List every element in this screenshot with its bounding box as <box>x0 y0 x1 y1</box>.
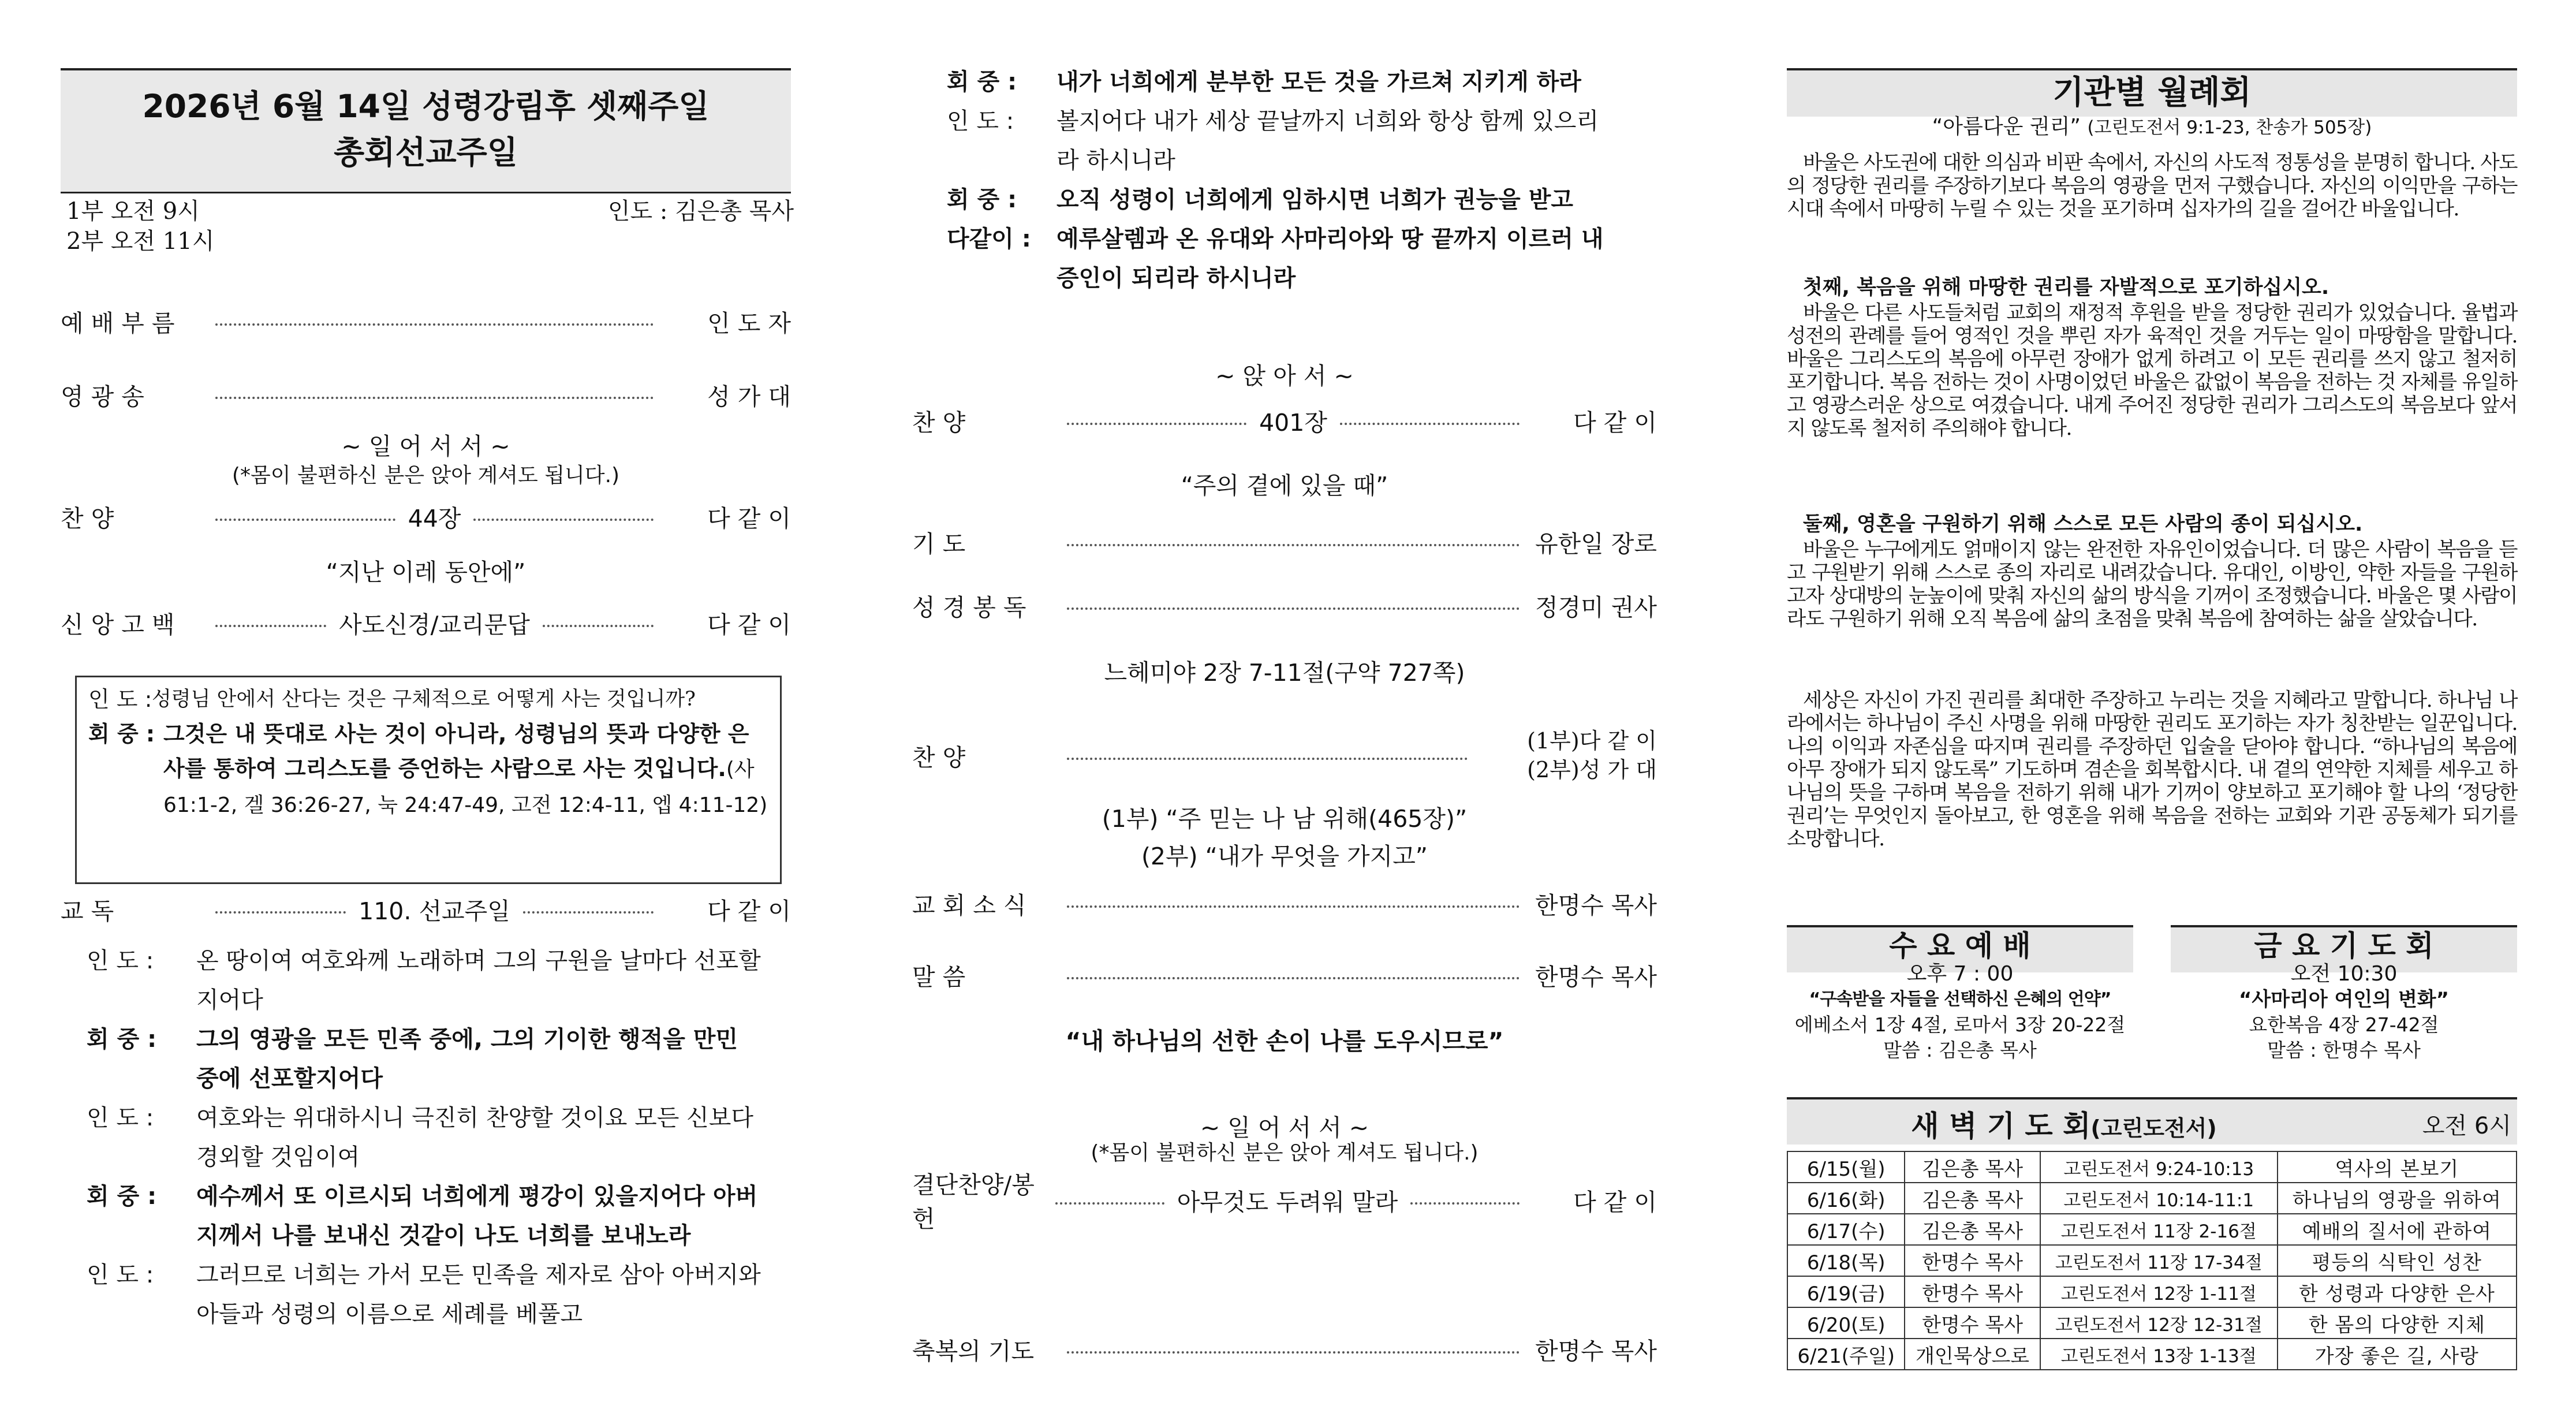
order-label: 성 경 봉 독 <box>912 593 1026 621</box>
order-item <box>912 1171 1657 1233</box>
sit-instruction: ~ 앉 아 서 ~ <box>1215 362 1354 390</box>
dotted-leader <box>1067 544 1520 546</box>
order-detail: 아무것도 두려워 말라 <box>1177 1188 1398 1216</box>
order-label: 교 회 소 식 <box>912 891 1026 919</box>
responsive-reading <box>947 62 1616 298</box>
table-row <box>1787 1245 2517 1276</box>
reading-text: 예수께서 또 이르시되 너희에게 평강이 있을지어다 아버지께서 나를 보내신 것같이 나도 너희를 보내노라 <box>196 1183 758 1249</box>
page-subtitle: 총회선교주일 <box>334 134 518 171</box>
reading-text: 그러므로 너희는 가서 모든 민족을 제자로 삼아 아버지와 아들과 성령의 이름으로 세례를 베풀고 <box>196 1262 761 1328</box>
hymn-title: “주의 곁에 있을 때” <box>1181 472 1388 499</box>
order-label: 기 도 <box>912 530 966 558</box>
reading-text: 볼지어다 내가 세상 끝날까지 너희와 항상 함께 있으리라 하시니라 <box>1056 108 1599 174</box>
order-performer: 한명수 목사 <box>1535 1337 1657 1365</box>
schedule-title: 가장 좋은 길, 사랑 <box>2278 1339 2517 1370</box>
order-performer: 한명수 목사 <box>1535 963 1657 991</box>
order-item <box>912 525 1657 558</box>
order-item <box>912 887 1657 919</box>
table-row <box>1787 1183 2517 1214</box>
order-of-worship-part2 <box>912 0 1657 1424</box>
schedule-preacher: 김은총 목사 <box>1905 1214 2040 1245</box>
dotted-leader <box>1340 423 1520 425</box>
order-item <box>912 959 1657 991</box>
order-detail: 44장 <box>408 504 461 532</box>
order-label: 영 광 송 <box>61 382 144 411</box>
order-label: 예 배 부 름 <box>61 309 175 337</box>
order-performer: 정경미 권사 <box>1535 593 1657 621</box>
catechism-line <box>88 682 770 717</box>
preacher: 말씀 : 한명수 목사 <box>2267 1039 2421 1061</box>
schedule-date: 6/20(토) <box>1787 1307 1905 1339</box>
schedule-title: 예배의 질서에 관하여 <box>2278 1214 2517 1245</box>
service-time-2: 2부 오전 11시 <box>66 228 215 255</box>
preacher: 말씀 : 김은총 목사 <box>1883 1039 2037 1061</box>
speaker-label: 인 도 : <box>87 1105 154 1131</box>
section-title: 기관별 월례회 <box>2052 74 2252 111</box>
dotted-leader <box>215 519 395 521</box>
reading-text: 온 땅이여 여호와께 노래하며 그의 구원을 날마다 선포할지어다 <box>196 948 761 1013</box>
table-row <box>1787 1339 2517 1370</box>
speaker-label: 회 중 : <box>87 1183 157 1210</box>
dotted-leader <box>1067 423 1246 425</box>
schedule-date: 6/15(월) <box>1787 1151 1905 1183</box>
scripture-reading: 느헤미야 2장 7-11절(구약 727쪽) <box>1104 659 1465 687</box>
schedule-passage: 고린도전서 9:24-10:13 <box>2040 1151 2278 1183</box>
dotted-leader <box>1067 607 1520 610</box>
schedule-title: 하나님의 영광을 위하여 <box>2278 1183 2517 1214</box>
order-label: 신 앙 고 백 <box>61 610 175 639</box>
dotted-leader <box>215 397 654 399</box>
dotted-leader <box>1055 1202 1164 1205</box>
schedule-date: 6/19(금) <box>1787 1276 1905 1307</box>
dawn-prayer-time: 오전 6시 <box>2422 1113 2511 1139</box>
speaker-label: 회 중 : <box>87 1026 157 1053</box>
choir-part1: (1부)다 같 이 <box>1527 728 1657 754</box>
schedule-preacher: 개인묵상으로 <box>1905 1339 2040 1370</box>
reading-line <box>87 1255 762 1334</box>
order-label: 찬 양 <box>61 504 114 532</box>
reading-text: 여호와는 위대하시니 극진히 찬양할 것이요 모든 신보다 경외할 것임이여 <box>196 1105 754 1170</box>
order-label: 말 씀 <box>912 963 966 991</box>
schedule-preacher: 한명수 목사 <box>1905 1276 2040 1307</box>
schedule-title: 평등의 식탁인 성찬 <box>2278 1245 2517 1276</box>
schedule-passage: 고린도전서 11장 2-16절 <box>2040 1214 2278 1245</box>
devotion-title: “아름다운 권리” <box>1932 115 2081 139</box>
dawn-prayer-header <box>1787 1097 2517 1145</box>
leader-name: 인도 : 김은총 목사 <box>607 198 794 225</box>
order-item <box>61 305 791 337</box>
order-performer: 다 같 이 <box>1573 1188 1657 1216</box>
service-time: 오전 10:30 <box>2290 962 2398 986</box>
devotion-reference: (고린도전서 9:1-23, 찬송가 505장) <box>2087 117 2372 138</box>
reading-line <box>947 102 1616 180</box>
friday-prayer-info <box>2171 961 2517 1063</box>
schedule-passage: 고린도전서 13장 1-13절 <box>2040 1339 2278 1370</box>
reading-text: 오직 성령이 너희에게 임하시면 너희가 권능을 받고 <box>1056 187 1573 213</box>
order-label: 결단찬양/봉헌 <box>912 1171 1035 1233</box>
dotted-leader <box>1067 758 1468 760</box>
order-performer: 다 같 이 <box>707 610 792 639</box>
reading-line <box>947 62 1616 102</box>
order-label: 찬 양 <box>912 743 966 771</box>
dotted-leader <box>1067 905 1520 908</box>
schedule-passage: 고린도전서 12장 12-31절 <box>2040 1307 2278 1339</box>
order-item <box>912 1333 1657 1365</box>
dawn-prayer-heading <box>1787 1103 2341 1145</box>
special-song-1: (1부) “주 믿는 나 남 위해(465장)” <box>1102 805 1468 833</box>
catechism-line <box>88 717 770 823</box>
dawn-prayer-schedule <box>1787 1151 2517 1370</box>
hymn-title: “지난 이레 동안에” <box>326 558 526 586</box>
stand-instruction: ~ 일 어 서 서 ~ <box>341 433 510 460</box>
reading-text: 내가 너희에게 분부한 모든 것을 가르쳐 지키게 하라 <box>1056 69 1581 95</box>
speaker-label: 회 중 : <box>947 187 1017 213</box>
dawn-prayer-book: (고린도전서) <box>2090 1116 2217 1141</box>
order-performer <box>1472 726 1657 784</box>
bulletin-title-box <box>61 68 791 193</box>
reading-line <box>947 180 1616 219</box>
table-row <box>1787 1307 2517 1339</box>
schedule-preacher: 한명수 목사 <box>1905 1245 2040 1276</box>
schedule-date: 6/21(주일) <box>1787 1339 1905 1370</box>
devotion-point-2: 둘째, 영혼을 구원하기 위해 스스로 모든 사람의 종이 되십시오. <box>1803 513 2363 536</box>
scripture-reference: (사 61:1-2, 겔 36:26-27, 눅 24:47-49, 고전 12:4-11, 엡 4:11-12) <box>163 758 768 817</box>
dotted-leader <box>523 911 654 914</box>
speaker-label: 다같이 : <box>947 226 1031 252</box>
schedule-preacher: 한명수 목사 <box>1905 1307 2040 1339</box>
table-row <box>1787 1151 2517 1183</box>
devotion-point-1: 첫째, 복음을 위해 마땅한 권리를 자발적으로 포기하십시오. <box>1803 276 2329 299</box>
devotion-paragraph: 바울은 누구에게도 얽매이지 않는 완전한 자유인이었습니다. 더 많은 사람이 복음을 듣고 구원받기 위해 스스로 종의 자리로 내려갔습니다. 유대인, 이방인, 약한 자들을 구원하고자 상대방의 눈높이에 맞춰 자신의 삶의 방식을 기꺼이 조정했습니다. 바울은 몇 사람이라도 구원하기 위해 오직 복음에 삶의 초점을 맞춰 복음에 참여하는 삶을 살았습니다. <box>1787 538 2517 631</box>
order-detail: 사도신경/교리문답 <box>339 610 530 639</box>
order-item <box>912 589 1657 621</box>
speaker-label: 인 도 : <box>87 1262 154 1288</box>
wednesday-service-info <box>1787 961 2133 1063</box>
schedule-title: 한 성령과 다양한 은사 <box>2278 1276 2517 1307</box>
schedule-passage: 고린도전서 11장 17-34절 <box>2040 1245 2278 1276</box>
reading-text: 그의 영광을 모든 민족 중에, 그의 기이한 행적을 만민 중에 선포할지어다 <box>196 1026 738 1092</box>
dotted-leader <box>1067 977 1520 979</box>
dotted-leader <box>1067 1351 1520 1354</box>
dotted-leader <box>215 911 346 914</box>
order-item <box>61 606 791 639</box>
reading-line <box>87 1020 762 1098</box>
special-song-2: (2부) “내가 무엇을 가지고” <box>1141 843 1428 870</box>
service-time-1: 1부 오전 9시 <box>66 198 200 225</box>
order-item <box>61 378 791 411</box>
schedule-preacher: 김은총 목사 <box>1905 1151 2040 1183</box>
catechism-answer: 그것은 내 뜻대로 사는 것이 아니라, 성령님의 뜻과 다양한 은사를 통하여 그리스도를 증언하는 사람으로 사는 것입니다. <box>163 721 749 781</box>
sermon-text: 에베소서 1장 4절, 로마서 3장 20-22절 <box>1794 1013 2126 1036</box>
sermon-text: 요한복음 4장 27-42절 <box>2249 1013 2439 1036</box>
sermon-title: “내 하나님의 선한 손이 나를 도우시므로” <box>1065 1027 1504 1055</box>
devotion-paragraph: 세상은 자신이 가진 권리를 최대한 주장하고 누리는 것을 지혜라고 말합니다. 하나님 나라에서는 하나님이 주신 사명을 위해 마땅한 권리도 포기하는 자가 칭찬받는 일꾼입니다. 나의 이익과 자존심을 따지며 권리를 주장하던 입술을 닫아야 합니다. “하나님의 복음에 아무 장애가 되지 않도록” 기도하며 겸손을 회복합시다. 내 곁의 연약한 지체를 세우고 하나님의 뜻을 구하며 복음을 전하기 위해 내가 기꺼이 양보하고 포기해야 할 나의 ‘정당한 권리’는 무엇인지 돌아보고, 한 영혼을 위해 복음을 전하는 교회와 기관 공동체가 되기를 소망합니다. <box>1787 689 2517 851</box>
stand-note: (*몸이 불편하신 분은 앉아 계셔도 됩니다.) <box>1091 1141 1479 1165</box>
order-performer: 다 같 이 <box>707 897 791 925</box>
catechism-box <box>75 676 782 884</box>
order-item <box>61 500 791 532</box>
devotion-paragraph: 바울은 다른 사도들처럼 교회의 재정적 후원을 받을 정당한 권리가 있었습니다. 율법과 성전의 관례를 들어 영적인 것을 뿌린 자가 육적인 것을 거두는 일이 마땅함을 말합니다. 바울은 그리스도의 복음에 아무런 장애가 없게 하려고 이 모든 권리를 쓰지 않고 철저히 포기합니다. 복음 전하는 것이 사명이었던 바울은 값없이 복음을 전하는 것 자체를 유일하고 영광스러운 상으로 여겼습니다. 내게 주어진 정당한 권리가 그리스도의 복음보다 앞서지 않도록 철저히 주의해야 합니다. <box>1787 301 2517 440</box>
reading-text: 예루살렘과 온 유대와 사마리아와 땅 끝까지 이르러 내 증인이 되리라 하시니라 <box>1056 226 1604 292</box>
page-title: 2026년 6월 14일 성령강림후 셋째주일 <box>142 88 710 125</box>
schedule-title: 역사의 본보기 <box>2278 1151 2517 1183</box>
order-performer: 다 같 이 <box>1573 408 1657 437</box>
table-row <box>1787 1276 2517 1307</box>
speaker-label: 인 도 : <box>947 108 1014 135</box>
reading-line <box>87 1177 762 1255</box>
order-of-worship-part1 <box>61 0 794 1424</box>
dotted-leader <box>473 519 654 521</box>
sermon-title: “구속받을 자들을 선택하신 은혜의 언약” <box>1809 989 2111 1009</box>
wednesday-service-title: 수 요 예 배 <box>1889 929 2031 963</box>
dotted-leader <box>1410 1202 1520 1205</box>
order-performer: 유한일 장로 <box>1535 530 1657 558</box>
reading-line <box>947 219 1616 298</box>
speaker-label: 회 중 : <box>947 69 1017 95</box>
speaker-label: 회 중 : <box>88 721 155 747</box>
dotted-leader <box>543 625 654 627</box>
choir-part2: (2부)성 가 대 <box>1527 757 1657 782</box>
schedule-date: 6/17(수) <box>1787 1214 1905 1245</box>
schedule-passage: 고린도전서 12장 1-11절 <box>2040 1276 2278 1307</box>
order-performer: 다 같 이 <box>707 504 791 532</box>
order-label: 교 독 <box>61 897 114 925</box>
table-row <box>1787 1214 2517 1245</box>
catechism-question: 성령님 안에서 산다는 것은 구체적으로 어떻게 사는 것입니까? <box>152 688 696 711</box>
speaker-label: 인 도 : <box>88 687 152 712</box>
stand-note: (*몸이 불편하신 분은 앉아 계셔도 됩니다.) <box>232 464 620 487</box>
responsive-reading <box>87 941 762 1334</box>
schedule-body <box>1787 1151 2517 1370</box>
schedule-date: 6/16(화) <box>1787 1183 1905 1214</box>
reading-line <box>87 1098 762 1177</box>
sermon-title: “사마리아 여인의 변화” <box>2239 988 2449 1011</box>
friday-prayer-title: 금 요 기 도 회 <box>2254 929 2434 963</box>
announcements-column <box>1787 0 2517 1424</box>
order-performer: 인 도 자 <box>707 309 791 337</box>
stand-instruction: ~ 일 어 서 서 ~ <box>1200 1114 1369 1142</box>
schedule-preacher: 김은총 목사 <box>1905 1183 2040 1214</box>
schedule-passage: 고린도전서 10:14-11:1 <box>2040 1183 2278 1214</box>
catechism-dialog <box>88 682 770 823</box>
devotion-paragraph: 바울은 사도권에 대한 의심과 비판 속에서, 자신의 사도적 정통성을 분명히 합니다. 사도의 정당한 권리를 주장하기보다 복음의 영광을 먼저 구했습니다. 자신의 이익만을 구하는 시대 속에서 마땅히 누릴 수 있는 것을 포기하며 십자가의 길을 걸어간 바울입니다. <box>1787 151 2518 221</box>
order-label: 찬 양 <box>912 408 966 437</box>
monthly-meeting-header <box>1787 68 2517 117</box>
order-item <box>912 404 1657 437</box>
schedule-title: 한 몸의 다양한 지체 <box>2278 1307 2517 1339</box>
dotted-leader <box>215 323 654 326</box>
service-time: 오후 7 : 00 <box>1906 962 2014 986</box>
dawn-prayer-title: 새 벽 기 도 회 <box>1911 1109 2091 1143</box>
reading-line <box>87 941 762 1020</box>
order-label: 축복의 기도 <box>912 1337 1035 1365</box>
order-item <box>61 893 791 925</box>
dotted-leader <box>215 625 326 627</box>
order-performer: 성 가 대 <box>707 382 791 411</box>
order-item <box>912 728 1657 782</box>
order-detail: 110. 선교주일 <box>359 897 510 925</box>
order-performer: 한명수 목사 <box>1535 891 1657 919</box>
devotion-heading <box>1787 114 2517 140</box>
speaker-label: 인 도 : <box>87 948 154 974</box>
schedule-date: 6/18(목) <box>1787 1245 1905 1276</box>
order-detail: 401장 <box>1259 408 1327 437</box>
